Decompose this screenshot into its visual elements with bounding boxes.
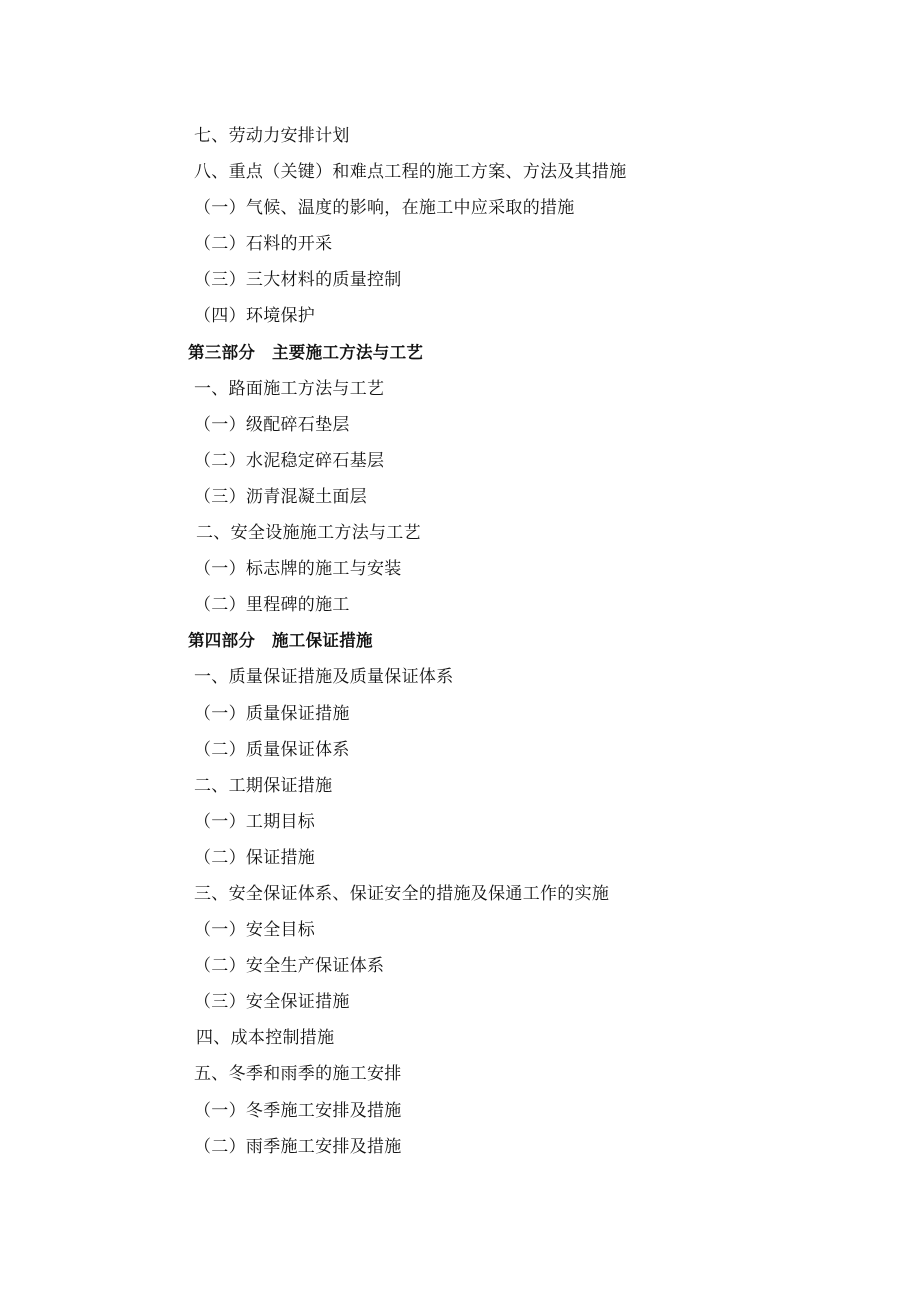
toc-part-heading: 第三部分 主要施工方法与工艺 (188, 342, 424, 362)
toc-entry: 七、劳动力安排计划 (194, 126, 350, 146)
toc-entry: （二）雨季施工安排及措施 (194, 1136, 402, 1157)
toc-entry: 一、质量保证措施及质量保证体系 (194, 667, 454, 688)
toc-entry: （一）气候、温度的影响，在施工中应采取的措施 (194, 198, 575, 219)
toc-entry: 二、安全设施施工方法与工艺 (196, 523, 421, 544)
toc-entry: （三）安全保证措施 (194, 992, 350, 1013)
toc-entry: 一、路面施工方法与工艺 (194, 378, 385, 399)
toc-entry: （一）级配碎石垫层 (194, 414, 350, 435)
toc-entry: （二）水泥稳定碎石基层 (194, 450, 385, 471)
toc-entry: （一）标志牌的施工与安装 (194, 559, 402, 580)
toc-entry: （二）安全生产保证体系 (194, 956, 385, 977)
toc-entry: 二、工期保证措施 (194, 775, 333, 796)
toc-entry: 五、冬季和雨季的施工安排 (194, 1064, 402, 1085)
toc-entry: （三）沥青混凝土面层 (194, 486, 367, 507)
toc-entry: （三）三大材料的质量控制 (194, 270, 402, 291)
toc-entry: 四、成本控制措施 (196, 1028, 335, 1049)
toc-entry: （一）安全目标 (194, 920, 316, 941)
toc-entry: （一）冬季施工安排及措施 (194, 1100, 402, 1121)
toc-entry: （二）里程碑的施工 (194, 595, 350, 616)
toc-entry: （二）保证措施 (194, 847, 316, 868)
toc-part-heading: 第四部分 施工保证措施 (188, 631, 373, 651)
toc-entry: （二）质量保证体系 (194, 739, 350, 760)
table-of-contents (0, 118, 920, 1165)
toc-entry: （二）石料的开采 (194, 234, 333, 255)
toc-entry: 三、安全保证体系、保证安全的措施及保通工作的实施 (194, 883, 610, 904)
toc-entry: （一）质量保证措施 (194, 703, 350, 724)
toc-entry: （一）工期目标 (194, 811, 316, 832)
toc-entry: （四）环境保护 (194, 306, 316, 327)
toc-entry: 八、重点（关键）和难点工程的施工方案、方法及其措施 (194, 162, 627, 183)
